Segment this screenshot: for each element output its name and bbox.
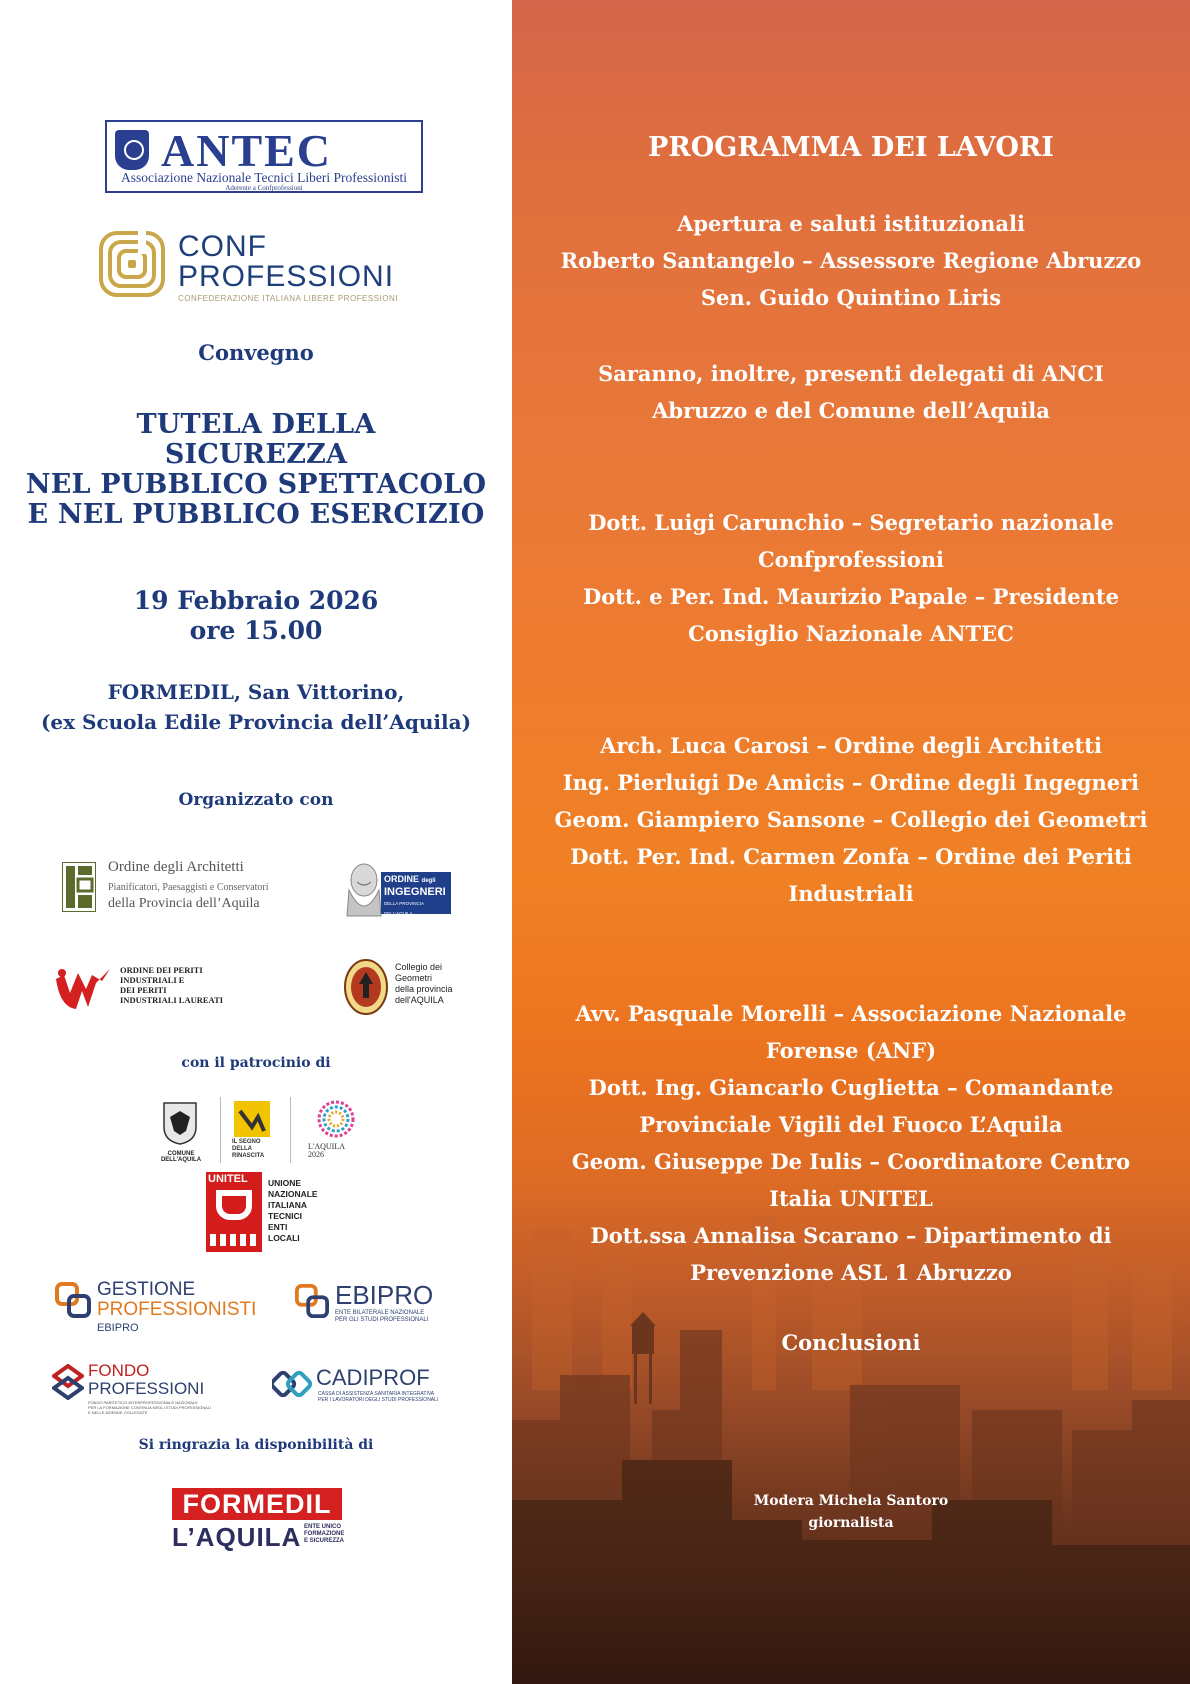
gestione-line1: GESTIONE — [97, 1279, 196, 1300]
moderator-role: giornalista — [808, 1515, 894, 1531]
gestione-professionisti-logo — [55, 1280, 265, 1340]
title-line: NEL PUBBLICO SPETTACOLO — [25, 469, 487, 500]
cadiprof-line1: CASSA DI ASSISTENZA SANITARIA INTEGRATIVA — [318, 1391, 435, 1397]
segno-line2: DELLA — [232, 1146, 252, 1152]
organized-with-label: Organizzato con — [178, 790, 334, 810]
unitel-line6: LOCALI — [268, 1233, 300, 1243]
formedil-line3c: E SICUREZZA — [304, 1538, 345, 1544]
confprofessioni-maze-icon — [98, 230, 166, 298]
divider — [220, 1097, 221, 1163]
periti-line4: INDUSTRIALI LAUREATI — [120, 995, 224, 1005]
ebipro-name: EBIPRO — [335, 1280, 434, 1310]
segno-line1: IL SEGNO — [232, 1139, 261, 1145]
unitel-name: UNITEL — [208, 1173, 248, 1185]
leonardo-portrait-icon — [343, 860, 385, 918]
gestione-interlock-icon — [55, 1282, 91, 1318]
patronage-label: con il patrocinio di — [181, 1055, 331, 1071]
event-time: ore 15.00 — [189, 616, 323, 645]
venue-line: FORMEDIL, San Vittorino, — [107, 680, 405, 704]
program-line: Confprofessioni — [757, 547, 945, 572]
ingegneri-line2: INGEGNERI — [384, 886, 446, 898]
program-line: Geom. Giampiero Sansone – Collegio dei Geometri — [554, 807, 1148, 832]
geometri-line1: Collegio dei — [395, 962, 443, 972]
conclusions-label: Conclusioni — [781, 1330, 921, 1355]
unitel-line3: ITALIANA — [268, 1200, 308, 1210]
fondo-line3: FONDO PARITETICO INTERPROFESSIONALE NAZIONALE — [88, 1400, 198, 1405]
program-line: Prevenzione ASL 1 Abruzzo — [690, 1260, 1012, 1285]
unitel-emblem-icon — [206, 1172, 262, 1252]
program-line: Italia UNITEL — [769, 1186, 933, 1211]
unitel-line5: ENTI — [268, 1222, 288, 1232]
event-venue — [0, 677, 512, 737]
architetti-logo — [62, 860, 292, 916]
program-line: Dott. Per. Ind. Carmen Zonfa – Ordine dei Periti — [570, 844, 1132, 869]
cadiprof-logo — [272, 1367, 458, 1411]
program-delegates-block — [512, 355, 1190, 429]
segno-line3: RINASCITA — [232, 1153, 265, 1159]
architetti-line3: della Provincia dell’Aquila — [108, 896, 260, 911]
segno-rinascita-icon — [234, 1101, 270, 1137]
event-date: 19 Febbraio 2026 — [133, 586, 379, 615]
geometri-text — [395, 962, 453, 1006]
confprofessioni-line1: CONF — [178, 230, 267, 263]
program-opening-block — [512, 205, 1190, 316]
fondo-line4: PER LA FORMAZIONE CONTINUA NEGLI STUDI PROFESSIONALI — [88, 1405, 212, 1410]
unitel-line2: NAZIONALE — [268, 1189, 318, 1199]
periti-line1: ORDINE DEI PERITI — [120, 965, 203, 975]
left-column — [0, 0, 512, 1684]
fondo-professioni-logo — [52, 1362, 242, 1422]
program-line: Dott. Luigi Carunchio – Segretario nazionale — [588, 510, 1114, 535]
unitel-line1: UNIONE — [268, 1178, 302, 1188]
ingegneri-badge — [381, 872, 451, 914]
periti-emblem-icon — [52, 963, 116, 1011]
program-line: Dott. e Per. Ind. Maurizio Papale – Presidente — [582, 584, 1119, 609]
unitel-logo — [206, 1172, 326, 1254]
program-title: PROGRAMMA DEI LAVORI — [648, 132, 1054, 163]
cadiprof-chain-icon — [272, 1369, 312, 1399]
unitel-text — [268, 1178, 318, 1244]
thanks-label: Si ringrazia la disponibilità di — [138, 1437, 374, 1453]
title-line: TUTELA DELLA — [136, 409, 376, 440]
periti-logo — [52, 963, 232, 1011]
confprofessioni-line3: CONFEDERAZIONE ITALIANA LIBERE PROFESSIONI — [178, 294, 399, 303]
convegno-label: Convegno — [198, 340, 314, 365]
program-line: Dott. Ing. Giancarlo Cuglietta – Comandante — [588, 1075, 1114, 1100]
program-line: Roberto Santangelo – Assessore Regione Abruzzo — [560, 248, 1142, 273]
gestione-line3: EBIPRO — [97, 1322, 139, 1334]
patron-logos-row — [150, 1097, 362, 1167]
periti-text — [120, 965, 223, 1005]
ebipro-interlock-icon — [295, 1284, 329, 1318]
program-line: Provinciale Vigili del Fuoco L’Aquila — [639, 1112, 1063, 1137]
cadiprof-text — [318, 1391, 438, 1403]
ebipro-line1: ENTE BILATERALE NAZIONALE — [335, 1310, 425, 1316]
fondo-line2: PROFESSIONI — [88, 1379, 205, 1398]
fondo-emblem-icon — [52, 1364, 84, 1400]
fondo-line5: E NELLE AZIENDE COLLEGATE — [88, 1410, 148, 1415]
antec-logo — [105, 120, 423, 193]
architetti-line1: Ordine degli Architetti — [108, 859, 244, 875]
formedil-line3a: ENTE UNICO — [304, 1524, 342, 1530]
program-line: Saranno, inoltre, presenti delegati di ANCI — [598, 361, 1104, 386]
geometri-line2: Geometri — [395, 973, 433, 983]
program-line: Ing. Pierluigi De Amicis – Ordine degli Ingegneri — [562, 770, 1140, 795]
ingegneri-line1b: degli — [421, 878, 436, 884]
aquila-2026-emblem-icon — [316, 1099, 356, 1139]
program-speakers-block — [512, 995, 1190, 1291]
ebipro-logo — [295, 1282, 455, 1332]
geometri-crest-icon — [343, 958, 389, 1016]
fondo-line1: FONDO — [88, 1361, 150, 1380]
architetti-line2: Pianificatori, Paesaggisti e Conservatori — [108, 882, 269, 893]
aquila-2026-text — [308, 1143, 345, 1159]
ingegneri-line1: ORDINE — [384, 874, 420, 884]
program-line: Geom. Giuseppe De Iulis – Coordinatore Centro — [571, 1149, 1131, 1174]
antec-emblem-icon — [115, 130, 149, 170]
geometri-logo — [343, 958, 453, 1018]
ingegneri-logo — [343, 860, 451, 918]
program-line: Avv. Pasquale Morelli – Associazione Nazionale — [575, 1001, 1127, 1026]
divider — [290, 1097, 291, 1163]
periti-line3: DEI PERITI — [120, 985, 167, 995]
comune-aquila-label: COMUNE DELL'AQUILA — [160, 1151, 202, 1163]
program-orders-block — [512, 727, 1190, 912]
cadiprof-name: CADIPROF — [316, 1365, 430, 1390]
moderator-name: Modera Michela Santoro — [753, 1493, 949, 1509]
right-column — [512, 0, 1190, 1684]
segno-rinascita-text — [232, 1139, 264, 1160]
program-line: Abruzzo e del Comune dell’Aquila — [652, 398, 1050, 423]
ebipro-line2: PER GLI STUDI PROFESSIONALI — [335, 1317, 429, 1323]
formedil-line1: FORMEDIL — [172, 1488, 342, 1520]
program-line: Forense (ANF) — [765, 1038, 937, 1063]
confprofessioni-logo — [98, 230, 418, 306]
program-line: Arch. Luca Carosi – Ordine degli Architetti — [600, 733, 1102, 758]
fondo-small-text — [88, 1400, 211, 1415]
geometri-line3: della provincia — [395, 984, 453, 994]
event-datetime — [0, 586, 512, 646]
unitel-line4: TECNICI — [268, 1211, 302, 1221]
program-line: Consiglio Nazionale ANTEC — [688, 621, 1014, 646]
formedil-small-text — [304, 1524, 344, 1545]
cadiprof-line2: PER I LAVORATORI DEGLI STUDI PROFESSIONALI — [318, 1397, 439, 1403]
title-line: E NEL PUBBLICO ESERCIZIO — [27, 499, 485, 530]
confprofessioni-line2: PROFESSIONI — [178, 260, 395, 293]
antec-logo-subtitle: Associazione Nazionale Tecnici Liberi Professionisti — [121, 170, 407, 185]
formedil-logo — [172, 1488, 344, 1554]
ebipro-text — [335, 1310, 428, 1324]
ingegneri-line3: DELLA PROVINCIA DELL'AQUILA — [384, 901, 424, 916]
antec-logo-name: ANTEC — [161, 125, 333, 176]
program-line: Apertura e saluti istituzionali — [677, 211, 1025, 236]
aquila-2026-line1: L'AQUILA — [308, 1142, 345, 1151]
event-title — [0, 410, 512, 530]
periti-line2: INDUSTRIALI E — [120, 975, 185, 985]
program-national-block — [512, 504, 1190, 652]
gestione-line2: PROFESSIONISTI — [97, 1299, 257, 1320]
formedil-line2: L’AQUILA — [172, 1522, 302, 1552]
formedil-line3b: FORMAZIONE — [304, 1531, 345, 1537]
moderator-credit — [512, 1490, 1190, 1534]
program-line: Sen. Guido Quintino Liris — [700, 285, 1002, 310]
comune-aquila-crest-icon — [162, 1101, 198, 1145]
aquila-2026-line2: 2026 — [308, 1150, 324, 1159]
program-line: Dott.ssa Annalisa Scarano – Dipartimento di — [590, 1223, 1112, 1248]
venue-line: (ex Scuola Edile Provincia dell’Aquila) — [40, 710, 472, 734]
title-line: SICUREZZA — [164, 439, 348, 470]
architetti-emblem-icon — [62, 862, 96, 912]
program-line: Industriali — [788, 881, 914, 906]
geometri-line4: dell'AQUILA — [395, 995, 444, 1005]
antec-logo-note: Aderente a Confprofessioni — [225, 184, 303, 192]
